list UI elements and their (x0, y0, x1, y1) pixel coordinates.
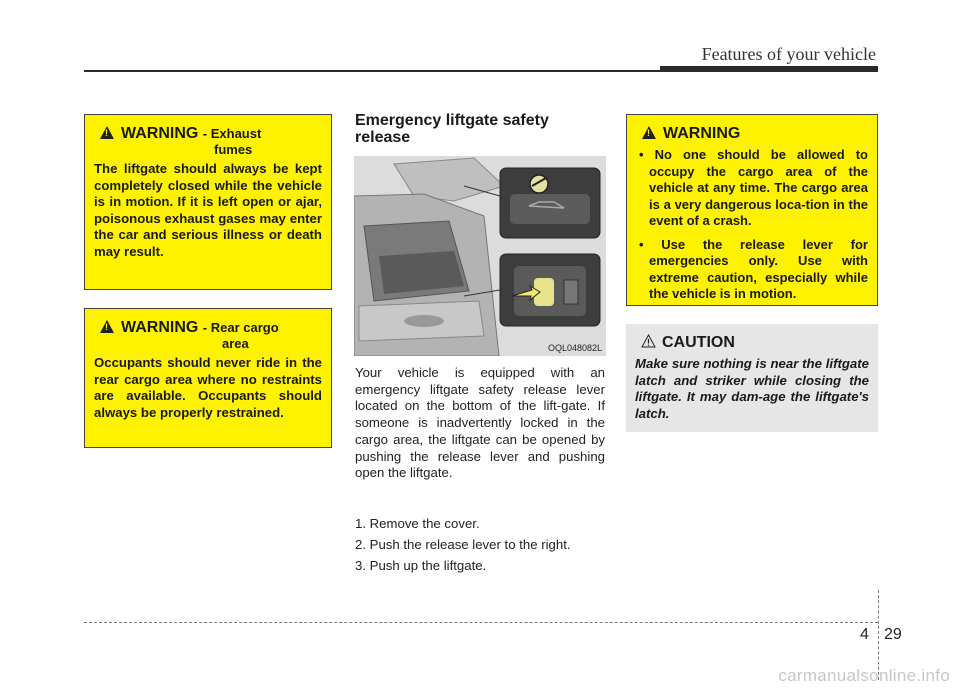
step-item: 1. Remove the cover. (355, 516, 480, 531)
warning-triangle-icon (100, 126, 114, 139)
warning-box-cargo (84, 308, 332, 448)
liftgate-drawing (354, 156, 606, 356)
page-header-title: Features of your vehicle (701, 44, 876, 64)
watermark: carmanualsonline.info (778, 666, 950, 685)
figure-code: OQL048082L (547, 343, 602, 353)
header-rule (84, 70, 660, 72)
warning-subtitle-cont: fumes (214, 142, 253, 157)
warning-subtitle: - Exhaust (202, 126, 262, 141)
step-item: 2. Push the release lever to the right. (355, 537, 571, 553)
warning-text: The liftgate should always be kept completely closed while the vehicle is in motion. If it is left open or ajar, poisonous exhaust gases may enter the car and serious illness or death may result. (94, 161, 322, 259)
warning-title: WARNING (663, 125, 741, 142)
warning-subtitle-cont: area (222, 336, 249, 351)
warning-title: WARNING (121, 125, 199, 142)
caution-title: CAUTION (662, 334, 735, 351)
warning-triangle-icon (642, 126, 656, 139)
page-number: 29 (884, 626, 902, 643)
liftgate-illustration (354, 156, 606, 356)
warning-title: WARNING (121, 319, 199, 336)
chapter-number: 4 (860, 626, 869, 643)
warning-text: Occupants should never ride in the rear cargo area where no restraints are available. Occupants should always be properly restrained. (94, 355, 322, 420)
step-item: 3. Push up the liftgate. (355, 558, 487, 574)
caution-box (626, 324, 878, 432)
warning-box-exhaust (84, 114, 332, 290)
caution-triangle-icon (641, 334, 656, 348)
warning-box-cargo-release (626, 114, 878, 306)
warning-triangle-icon (100, 320, 114, 333)
warning-subtitle: - Rear cargo (202, 320, 279, 335)
warning-bullet: • Use the release lever for emergencies only. Use with extreme caution, especially while the vehicle is in motion. (639, 236, 868, 301)
caution-text: Make sure nothing is near the liftgate latch and striker while closing the liftgate. It may dam-age the liftgate's latch. (635, 356, 869, 421)
header-rule-accent (660, 66, 878, 72)
steps-list (355, 516, 605, 580)
section-title: Emergency liftgate safety release (355, 112, 549, 146)
footer-rule (84, 622, 878, 623)
warning-bullet: • No one should be allowed to occupy the cargo area of the vehicle at any time. The cargo area is a very dangerous loca-tion in the event of a crash. (639, 147, 868, 228)
warning-bullets (636, 147, 868, 303)
section-body: Your vehicle is equipped with an emergency liftgate safety release lever located on the bottom of the lift-gate. If someone is inadvertently locked in the cargo area, the liftgate can be opened by pushing the release lever and pushing open the liftgate. (355, 365, 605, 481)
